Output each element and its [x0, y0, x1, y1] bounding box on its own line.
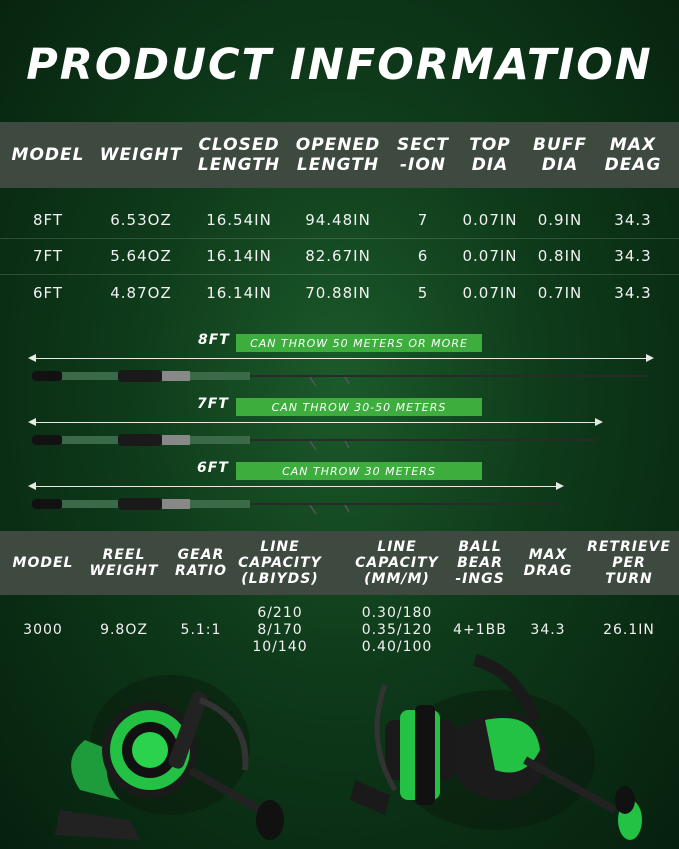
length-arrow-line: [34, 358, 648, 359]
reel-header-cell: [86, 531, 162, 595]
reel-cell-value: 26.1IN: [603, 621, 655, 638]
rod-table-cell: 6FT: [32, 284, 64, 302]
rod-table-cell: 5.64OZ: [110, 247, 172, 265]
throw-distance-tag: CAN THROW 30-50 METERS: [236, 398, 482, 416]
reel-header-cell: [8, 531, 78, 595]
rod-header-text: DIA: [541, 155, 579, 175]
rod-table-cell: 4.87OZ: [110, 284, 172, 302]
rod-header-text: -ION: [399, 155, 447, 175]
length-arrow-line: [34, 422, 597, 423]
reel-right-image: [345, 650, 645, 845]
rod-table-cell: 6.53OZ: [110, 211, 172, 229]
rod-table-cell: 16.14IN: [206, 247, 272, 265]
reel-table-header: [0, 531, 679, 595]
reel-left-image: [40, 650, 290, 845]
rod-table-cell: 0.07IN: [462, 211, 518, 229]
rod-header-text: CLOSED: [198, 135, 280, 155]
rod-header-text: LENGTH: [197, 155, 281, 175]
reel-cell-value: 6/210: [257, 604, 303, 621]
reel-header-cell: [450, 531, 510, 595]
rod-length-label: 6FT: [197, 460, 229, 476]
rod-table-cell: 0.07IN: [462, 247, 518, 265]
arrow-left-icon: [28, 418, 36, 426]
reel-header-text: BALL: [458, 539, 502, 555]
rod-table-cell: 82.67IN: [305, 247, 371, 265]
throw-distance-tag: CAN THROW 30 METERS: [236, 462, 482, 480]
rod-header-text: SECT: [397, 135, 449, 155]
rod-header-text: MAX: [609, 135, 657, 155]
reel-header-text: MAX: [528, 547, 568, 563]
rod-header-cell: [393, 122, 453, 188]
reel-cell-value: 34.3: [530, 621, 566, 638]
rod-header-cell: [528, 122, 592, 188]
rod-header-text: LENGTH: [296, 155, 380, 175]
reel-cell-value: 0.35/120: [361, 621, 433, 638]
rod-header-text: DIA: [471, 155, 509, 175]
reel-header-text: RATIO: [175, 563, 227, 579]
rod-table-cell: 7: [417, 211, 429, 229]
reel-header-text: WEIGHT: [89, 563, 159, 579]
reel-header-text: RETRIEVE: [587, 539, 671, 555]
reel-header-cell: [515, 531, 581, 595]
reel-header-text: PER: [612, 555, 646, 571]
reel-header-cell: [583, 531, 675, 595]
arrow-right-icon: [646, 354, 654, 362]
rod-length-label: 7FT: [197, 396, 229, 412]
rod-length-label: 8FT: [198, 332, 230, 348]
rod-table-cell: 34.3: [614, 247, 652, 265]
reel-header-text: TURN: [605, 571, 653, 587]
reel-header-text: LINE: [260, 539, 300, 555]
arrow-right-icon: [556, 482, 564, 490]
rod-header-cell: [6, 122, 90, 188]
rod-table-cell: 8FT: [32, 211, 64, 229]
fishing-rod-image: [0, 364, 679, 390]
fishing-rod-image: [0, 428, 679, 454]
length-arrow-line: [34, 486, 558, 487]
reel-header-text: (MM/M): [364, 571, 430, 587]
reel-header-cell: [234, 531, 326, 595]
reel-cell-value: 8/170: [257, 621, 303, 638]
reel-cell-value: 3000: [23, 621, 63, 638]
fishing-rod-image: [0, 492, 679, 518]
reel-header-text: (LBIYDS): [241, 571, 319, 587]
reel-header-text: REEL: [102, 547, 146, 563]
throw-distance-tag: CAN THROW 50 METERS OR MORE: [236, 334, 482, 352]
reel-cell-value: 10/140: [252, 638, 308, 655]
rod-header-text: WEIGHT: [99, 145, 183, 165]
rod-table-cell: 34.3: [614, 211, 652, 229]
page-title: PRODUCT INFORMATION: [26, 40, 653, 90]
arrow-right-icon: [595, 418, 603, 426]
reel-cell-value: 9.8OZ: [100, 621, 148, 638]
rod-table-cell: 16.14IN: [206, 284, 272, 302]
rod-table-cell: 94.48IN: [305, 211, 371, 229]
rod-header-text: BUFF: [533, 135, 587, 155]
rod-table-cell: 0.9IN: [537, 211, 583, 229]
rod-table-cell: 0.8IN: [537, 247, 583, 265]
rod-table-cell: 5: [417, 284, 429, 302]
rod-table-cell: 34.3: [614, 284, 652, 302]
rod-table-cell: 6: [417, 247, 429, 265]
rod-table-cell: 70.88IN: [305, 284, 371, 302]
rod-table-row: [0, 238, 679, 274]
rod-header-cell: [99, 122, 183, 188]
reel-header-text: LINE: [377, 539, 417, 555]
rod-header-text: DEAG: [604, 155, 662, 175]
reel-header-text: GEAR: [177, 547, 225, 563]
rod-table-cell: 7FT: [32, 247, 64, 265]
rod-table-cell: 0.7IN: [537, 284, 583, 302]
reel-header-cell: [345, 531, 449, 595]
reel-cell-value: 0.40/100: [361, 638, 433, 655]
reel-header-text: CAPACITY: [355, 555, 439, 571]
rod-header-text: OPENED: [295, 135, 381, 155]
rod-header-cell: [195, 122, 283, 188]
reel-cell-value: 0.30/180: [361, 604, 433, 621]
reel-header-text: CAPACITY: [238, 555, 322, 571]
rod-header-text: MODEL: [11, 145, 85, 165]
rod-header-text: TOP: [469, 135, 511, 155]
reel-header-text: DRAG: [523, 563, 573, 579]
rod-header-cell: [595, 122, 671, 188]
rod-header-cell: [292, 122, 384, 188]
arrow-left-icon: [28, 354, 36, 362]
reel-header-cell: [168, 531, 234, 595]
reel-header-text: MODEL: [12, 555, 74, 571]
reel-header-text: -INGS: [455, 571, 505, 587]
rod-header-cell: [458, 122, 522, 188]
rod-table-row: [0, 202, 679, 238]
reel-cell-value: 5.1:1: [180, 621, 222, 638]
rod-table-cell: 16.54IN: [206, 211, 272, 229]
arrow-left-icon: [28, 482, 36, 490]
rod-table-header: [0, 122, 679, 188]
rod-table-cell: 0.07IN: [462, 284, 518, 302]
reel-header-text: BEAR: [457, 555, 503, 571]
reel-cell-value: 4+1BB: [453, 621, 507, 638]
rod-table-row: [0, 275, 679, 311]
